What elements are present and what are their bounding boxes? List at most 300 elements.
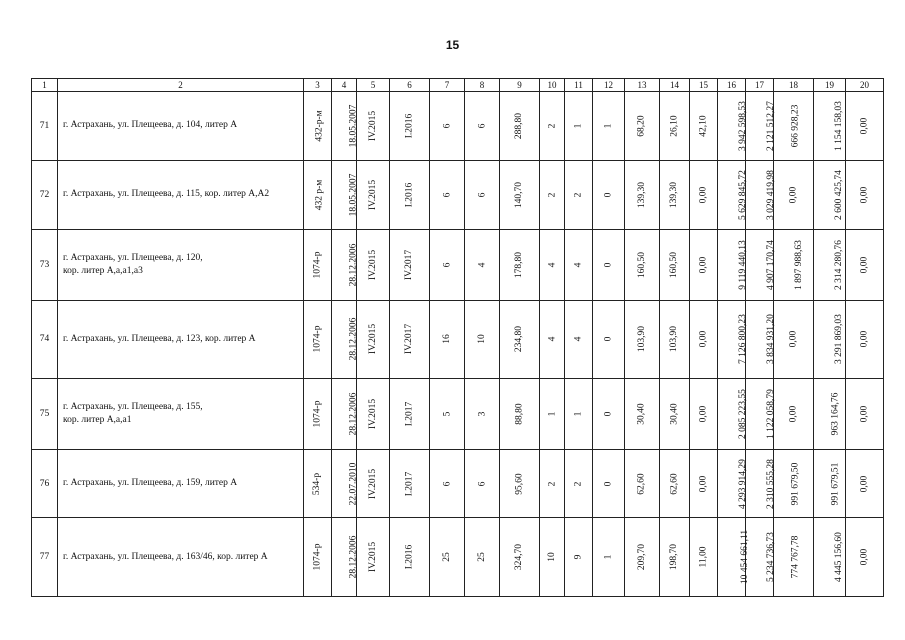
- total-area-cell: [500, 160, 540, 230]
- column-header: 13: [625, 79, 660, 92]
- cost-total-value: 4 293 914,29: [737, 458, 748, 509]
- column-header: 12: [593, 79, 625, 92]
- decision-date-value: 28.12.2006: [348, 392, 359, 436]
- area-total-value: 103,90: [637, 326, 647, 353]
- page-number: 15: [445, 38, 460, 52]
- cost-regional-cell: [774, 300, 814, 379]
- owners-count-value: 6: [477, 481, 487, 486]
- units-total-value: 4: [547, 337, 557, 342]
- owners-count-value: 3: [477, 411, 487, 417]
- area-private-value: 0,00: [698, 186, 709, 204]
- resettlement-start-cell: [357, 518, 390, 597]
- cost-local-value: 3 291 869,03: [833, 314, 844, 365]
- total-area-value: 95,60: [514, 472, 525, 495]
- cost-local-cell: [814, 518, 846, 597]
- units-total-cell: [540, 160, 565, 230]
- cost-fund-value: 1 122 058,79: [765, 389, 776, 439]
- cost-other-cell: [846, 300, 884, 379]
- decision-date-cell: [332, 300, 357, 379]
- units-private-cell: [593, 449, 625, 518]
- cost-total-cell: [718, 92, 746, 161]
- decision-date-value: 28.12.2006: [348, 318, 359, 361]
- cost-fund-value: 3 834 931,20: [765, 314, 776, 365]
- address-line: г. Астрахань, ул. Плещеева, д. 120,: [63, 252, 203, 263]
- cost-total-cell: [718, 230, 746, 301]
- area-total-value: 68,20: [637, 115, 647, 137]
- area-municipal-value: 62,60: [669, 472, 680, 495]
- address-cell: [58, 300, 304, 379]
- column-header: 8: [465, 79, 500, 92]
- units-municipal-value: 1: [573, 123, 584, 129]
- residents-count-cell: [430, 379, 465, 450]
- resettlement-start-value: IV.2015: [368, 249, 378, 280]
- area-private-value: 0,00: [698, 475, 709, 492]
- area-total-cell: [625, 518, 660, 597]
- area-total-value: 209,70: [637, 544, 647, 571]
- cost-other-cell: [846, 449, 884, 518]
- area-municipal-cell: [660, 379, 690, 450]
- cost-fund-cell: [746, 449, 774, 518]
- cost-fund-value: 4 907 170,74: [765, 239, 776, 290]
- decision-number-cell: [304, 300, 332, 379]
- residents-count-value: 25: [442, 552, 452, 562]
- units-municipal-cell: [565, 300, 593, 379]
- units-private-cell: [593, 518, 625, 597]
- cost-other-value: 0,00: [859, 256, 870, 274]
- units-private-cell: [593, 379, 625, 450]
- units-private-cell: [593, 230, 625, 301]
- units-private-value: 1: [603, 554, 614, 560]
- units-private-cell: [593, 92, 625, 161]
- address-line: г. Астрахань, ул. Плещеева, д. 155,: [63, 402, 203, 413]
- resettlement-end-value: IV.2017: [404, 249, 415, 280]
- cost-total-cell: [718, 379, 746, 450]
- cost-fund-value: 2 121 512,27: [765, 100, 776, 151]
- column-header: 1: [32, 79, 58, 92]
- area-private-cell: [690, 518, 718, 597]
- decision-number-cell: [304, 92, 332, 161]
- cost-local-cell: [814, 160, 846, 230]
- cost-local-value: 1 154 158,03: [833, 100, 844, 151]
- cost-total-value: 2 085 223,55: [737, 389, 748, 439]
- residents-count-cell: [430, 160, 465, 230]
- cost-regional-value: 0,00: [788, 186, 799, 204]
- area-private-cell: [690, 160, 718, 230]
- total-area-value: 288,80: [514, 112, 525, 139]
- units-total-value: 1: [547, 411, 557, 417]
- cost-total-value: 5 629 845,72: [737, 169, 748, 220]
- owners-count-value: 4: [477, 262, 487, 268]
- units-municipal-value: 4: [573, 262, 584, 268]
- decision-date-value: 18.05.2007: [348, 104, 359, 148]
- column-header: 9: [500, 79, 540, 92]
- address-cell: [58, 92, 304, 161]
- resettlement-end-cell: [390, 518, 430, 597]
- address-cell: [58, 379, 304, 450]
- resettlement-end-value: IV.2017: [404, 324, 415, 355]
- total-area-value: 178,80: [514, 251, 525, 278]
- column-header: 10: [540, 79, 565, 92]
- area-private-cell: [690, 300, 718, 379]
- cost-local-value: 4 445 156,60: [833, 532, 844, 583]
- row-number: 76: [32, 449, 58, 518]
- column-header: 6: [390, 79, 430, 92]
- units-private-value: 1: [603, 123, 614, 129]
- area-private-value: 0,00: [698, 256, 709, 274]
- cost-fund-cell: [746, 379, 774, 450]
- resettlement-end-cell: [390, 92, 430, 161]
- units-municipal-cell: [565, 92, 593, 161]
- column-header: 3: [304, 79, 332, 92]
- cost-local-value: 2 314 280,76: [833, 239, 844, 290]
- cost-fund-cell: [746, 230, 774, 301]
- column-header: 15: [690, 79, 718, 92]
- cost-local-cell: [814, 379, 846, 450]
- decision-number-value: 1074-р: [312, 543, 323, 571]
- table-row: [32, 300, 884, 379]
- units-municipal-cell: [565, 160, 593, 230]
- resettlement-start-cell: [357, 230, 390, 301]
- units-private-value: 0: [603, 337, 614, 342]
- row-number: 73: [32, 230, 58, 301]
- cost-regional-cell: [774, 92, 814, 161]
- units-total-cell: [540, 449, 565, 518]
- owners-count-cell: [465, 449, 500, 518]
- address-cell: [58, 160, 304, 230]
- owners-count-cell: [465, 230, 500, 301]
- units-municipal-value: 2: [573, 481, 584, 486]
- column-header: 19: [814, 79, 846, 92]
- area-private-cell: [690, 449, 718, 518]
- units-private-cell: [593, 300, 625, 379]
- cost-local-cell: [814, 300, 846, 379]
- area-private-value: 0,00: [698, 331, 709, 348]
- area-municipal-cell: [660, 518, 690, 597]
- column-header: 4: [332, 79, 357, 92]
- residents-count-value: 6: [442, 123, 452, 129]
- cost-fund-cell: [746, 160, 774, 230]
- cost-regional-value: 0,00: [788, 405, 799, 423]
- total-area-value: 140,70: [514, 181, 525, 208]
- units-total-cell: [540, 92, 565, 161]
- resettlement-end-value: I.2016: [404, 544, 415, 570]
- cost-total-cell: [718, 160, 746, 230]
- decision-number-value: 1074-р: [312, 400, 323, 428]
- resettlement-end-value: I.2016: [404, 113, 415, 139]
- resettlement-start-value: IV.2015: [368, 324, 378, 355]
- row-number: 72: [32, 160, 58, 230]
- decision-date-value: 28.12.2006: [348, 243, 359, 287]
- cost-local-value: 2 600 425,74: [833, 169, 844, 220]
- decision-number-value: 432 р-м: [314, 179, 325, 211]
- owners-count-cell: [465, 518, 500, 597]
- owners-count-cell: [465, 92, 500, 161]
- address-line: кор. литер А,а,а1: [63, 415, 132, 426]
- total-area-cell: [500, 449, 540, 518]
- cost-fund-cell: [746, 300, 774, 379]
- units-total-value: 2: [547, 123, 557, 129]
- owners-count-cell: [465, 379, 500, 450]
- cost-other-cell: [846, 379, 884, 450]
- area-total-cell: [625, 160, 660, 230]
- cost-regional-value: 1 897 988,63: [793, 239, 804, 290]
- area-private-cell: [690, 379, 718, 450]
- cost-local-cell: [814, 449, 846, 518]
- residents-count-cell: [430, 300, 465, 379]
- address-cell: [58, 230, 304, 301]
- total-area-cell: [500, 92, 540, 161]
- housing-register-table: [31, 78, 884, 597]
- cost-regional-cell: [774, 379, 814, 450]
- units-municipal-value: 4: [573, 337, 584, 342]
- units-total-cell: [540, 518, 565, 597]
- units-municipal-cell: [565, 518, 593, 597]
- cost-total-value: 10 454 661,11: [740, 530, 751, 585]
- resettlement-start-value: IV.2015: [368, 468, 378, 499]
- units-municipal-cell: [565, 449, 593, 518]
- units-municipal-value: 1: [573, 411, 584, 417]
- residents-count-cell: [430, 518, 465, 597]
- area-municipal-value: 30,40: [669, 403, 680, 425]
- column-header: 16: [718, 79, 746, 92]
- decision-number-cell: [304, 230, 332, 301]
- table-row: [32, 379, 884, 450]
- cost-fund-value: 2 310 555,28: [765, 458, 776, 509]
- units-municipal-value: 2: [573, 192, 584, 198]
- column-header: 20: [846, 79, 884, 92]
- residents-count-value: 6: [442, 262, 452, 268]
- units-total-value: 2: [547, 192, 557, 198]
- cost-regional-value: 991 679,50: [790, 462, 801, 505]
- resettlement-start-cell: [357, 300, 390, 379]
- area-total-cell: [625, 379, 660, 450]
- decision-date-cell: [332, 92, 357, 161]
- area-municipal-value: 139,30: [669, 181, 680, 208]
- cost-local-cell: [814, 92, 846, 161]
- cost-other-value: 0,00: [859, 117, 870, 135]
- resettlement-end-value: I.2017: [404, 471, 415, 496]
- cost-other-value: 0,00: [859, 548, 870, 566]
- resettlement-start-value: IV.2015: [368, 542, 378, 573]
- residents-count-cell: [430, 449, 465, 518]
- area-municipal-value: 160,50: [669, 251, 680, 278]
- area-municipal-cell: [660, 92, 690, 161]
- cost-regional-value: 0,00: [788, 331, 799, 348]
- area-private-value: 11,00: [698, 546, 709, 568]
- decision-date-value: 18.05.2007: [348, 173, 359, 217]
- resettlement-end-value: I.2016: [404, 182, 415, 208]
- cost-other-value: 0,00: [859, 186, 870, 204]
- decision-number-value: 1074-р: [312, 251, 323, 279]
- decision-date-cell: [332, 449, 357, 518]
- address-line: г. Астрахань, ул. Плещеева, д. 104, литер А: [63, 120, 238, 131]
- decision-date-value: 28.12.2006: [348, 535, 359, 579]
- cost-total-value: 3 942 598,53: [737, 100, 748, 151]
- units-total-cell: [540, 230, 565, 301]
- cost-other-cell: [846, 230, 884, 301]
- area-total-cell: [625, 300, 660, 379]
- address-line: кор. литер А,а,а1,а3: [63, 265, 143, 276]
- address-line: г. Астрахань, ул. Плещеева, д. 115, кор. литер А,А2: [63, 189, 270, 200]
- total-area-value: 234,80: [514, 326, 525, 353]
- cost-other-value: 0,00: [859, 331, 870, 348]
- units-total-value: 10: [547, 552, 557, 562]
- cost-other-cell: [846, 160, 884, 230]
- address-line: г. Астрахань, ул. Плещеева, д. 123, кор. литер А: [63, 333, 256, 344]
- decision-number-value: 1074-р: [312, 326, 323, 353]
- area-private-cell: [690, 230, 718, 301]
- units-total-cell: [540, 379, 565, 450]
- cost-regional-cell: [774, 160, 814, 230]
- column-header: 7: [430, 79, 465, 92]
- units-municipal-cell: [565, 379, 593, 450]
- units-private-cell: [593, 160, 625, 230]
- decision-date-cell: [332, 160, 357, 230]
- resettlement-end-cell: [390, 160, 430, 230]
- resettlement-start-cell: [357, 449, 390, 518]
- resettlement-start-cell: [357, 92, 390, 161]
- decision-date-value: 22.07.2010: [348, 462, 359, 505]
- table-row: [32, 518, 884, 597]
- column-header: 18: [774, 79, 814, 92]
- decision-number-cell: [304, 518, 332, 597]
- table-row: [32, 92, 884, 161]
- units-total-value: 4: [547, 262, 557, 268]
- resettlement-start-value: IV.2015: [368, 179, 378, 210]
- units-private-value: 0: [603, 262, 614, 268]
- area-municipal-cell: [660, 449, 690, 518]
- area-total-value: 62,60: [637, 472, 647, 495]
- cost-total-cell: [718, 449, 746, 518]
- cost-regional-value: 666 928,23: [790, 104, 801, 148]
- cost-fund-value: 5 234 736,73: [765, 532, 776, 583]
- cost-total-cell: [718, 300, 746, 379]
- cost-regional-cell: [774, 449, 814, 518]
- column-number-row: [32, 79, 884, 92]
- owners-count-value: 10: [477, 334, 487, 345]
- resettlement-end-cell: [390, 300, 430, 379]
- residents-count-value: 5: [442, 411, 452, 417]
- decision-date-cell: [332, 379, 357, 450]
- area-total-value: 139,30: [637, 181, 647, 208]
- cost-other-cell: [846, 518, 884, 597]
- address-line: г. Астрахань, ул. Плещеева, д. 163/46, кор. литер А: [63, 551, 268, 562]
- cost-other-value: 0,00: [859, 475, 870, 492]
- units-total-value: 2: [547, 481, 557, 486]
- residents-count-cell: [430, 230, 465, 301]
- area-private-cell: [690, 92, 718, 161]
- row-number: 74: [32, 300, 58, 379]
- decision-number-cell: [304, 379, 332, 450]
- resettlement-start-cell: [357, 379, 390, 450]
- residents-count-value: 6: [442, 481, 452, 486]
- address-cell: [58, 518, 304, 597]
- table-row: [32, 449, 884, 518]
- table-row: [32, 230, 884, 301]
- cost-regional-cell: [774, 518, 814, 597]
- total-area-cell: [500, 230, 540, 301]
- row-number: 77: [32, 518, 58, 597]
- resettlement-start-cell: [357, 160, 390, 230]
- resettlement-end-value: I.2017: [404, 401, 415, 427]
- decision-number-value: 432-р-м: [314, 110, 325, 142]
- cost-regional-cell: [774, 230, 814, 301]
- owners-count-value: 6: [477, 192, 487, 198]
- cost-local-cell: [814, 230, 846, 301]
- cost-total-value: 7 126 800,23: [737, 314, 748, 365]
- units-total-cell: [540, 300, 565, 379]
- residents-count-value: 6: [442, 192, 452, 198]
- owners-count-value: 25: [477, 552, 487, 562]
- row-number: 71: [32, 92, 58, 161]
- resettlement-start-value: IV.2015: [368, 398, 378, 430]
- table-row: [32, 160, 884, 230]
- area-total-cell: [625, 449, 660, 518]
- units-municipal-value: 9: [573, 554, 584, 560]
- owners-count-value: 6: [477, 123, 487, 129]
- cost-total-value: 9 119 440,13: [737, 240, 748, 290]
- units-municipal-cell: [565, 230, 593, 301]
- decision-date-cell: [332, 230, 357, 301]
- cost-other-value: 0,00: [859, 405, 870, 423]
- resettlement-start-value: IV.2015: [368, 110, 378, 141]
- resettlement-end-cell: [390, 230, 430, 301]
- area-total-value: 160,50: [637, 251, 647, 278]
- total-area-cell: [500, 300, 540, 379]
- area-municipal-value: 103,90: [669, 326, 680, 353]
- address-line: г. Астрахань, ул. Плещеева, д. 159, литер А: [63, 478, 238, 489]
- units-private-value: 0: [603, 411, 614, 417]
- area-total-cell: [625, 92, 660, 161]
- decision-number-cell: [304, 449, 332, 518]
- decision-date-cell: [332, 518, 357, 597]
- area-private-value: 0,00: [698, 405, 709, 423]
- decision-number-cell: [304, 160, 332, 230]
- cost-fund-cell: [746, 92, 774, 161]
- cost-other-cell: [846, 92, 884, 161]
- units-private-value: 0: [603, 481, 614, 486]
- total-area-cell: [500, 379, 540, 450]
- owners-count-cell: [465, 160, 500, 230]
- cost-fund-value: 3 029 419,98: [765, 169, 776, 220]
- column-header: 2: [58, 79, 304, 92]
- column-header: 5: [357, 79, 390, 92]
- area-total-cell: [625, 230, 660, 301]
- cost-total-cell: [718, 518, 751, 597]
- cost-local-value: 991 679,51: [830, 462, 841, 505]
- area-municipal-value: 198,70: [669, 544, 680, 571]
- total-area-value: 88,80: [514, 403, 525, 425]
- total-area-cell: [500, 518, 540, 597]
- area-municipal-cell: [660, 300, 690, 379]
- area-total-value: 30,40: [637, 403, 647, 425]
- area-private-value: 42,10: [698, 115, 709, 137]
- area-municipal-value: 26,10: [669, 115, 680, 137]
- decision-number-value: 534-р: [312, 472, 323, 495]
- area-municipal-cell: [660, 160, 690, 230]
- area-municipal-cell: [660, 230, 690, 301]
- column-header: 14: [660, 79, 690, 92]
- total-area-value: 324,70: [514, 544, 525, 571]
- owners-count-cell: [465, 300, 500, 379]
- resettlement-end-cell: [390, 379, 430, 450]
- column-header: 11: [565, 79, 593, 92]
- units-private-value: 0: [603, 192, 614, 198]
- cost-regional-value: 774 767,78: [790, 535, 801, 579]
- residents-count-cell: [430, 92, 465, 161]
- address-cell: [58, 449, 304, 518]
- row-number: 75: [32, 379, 58, 450]
